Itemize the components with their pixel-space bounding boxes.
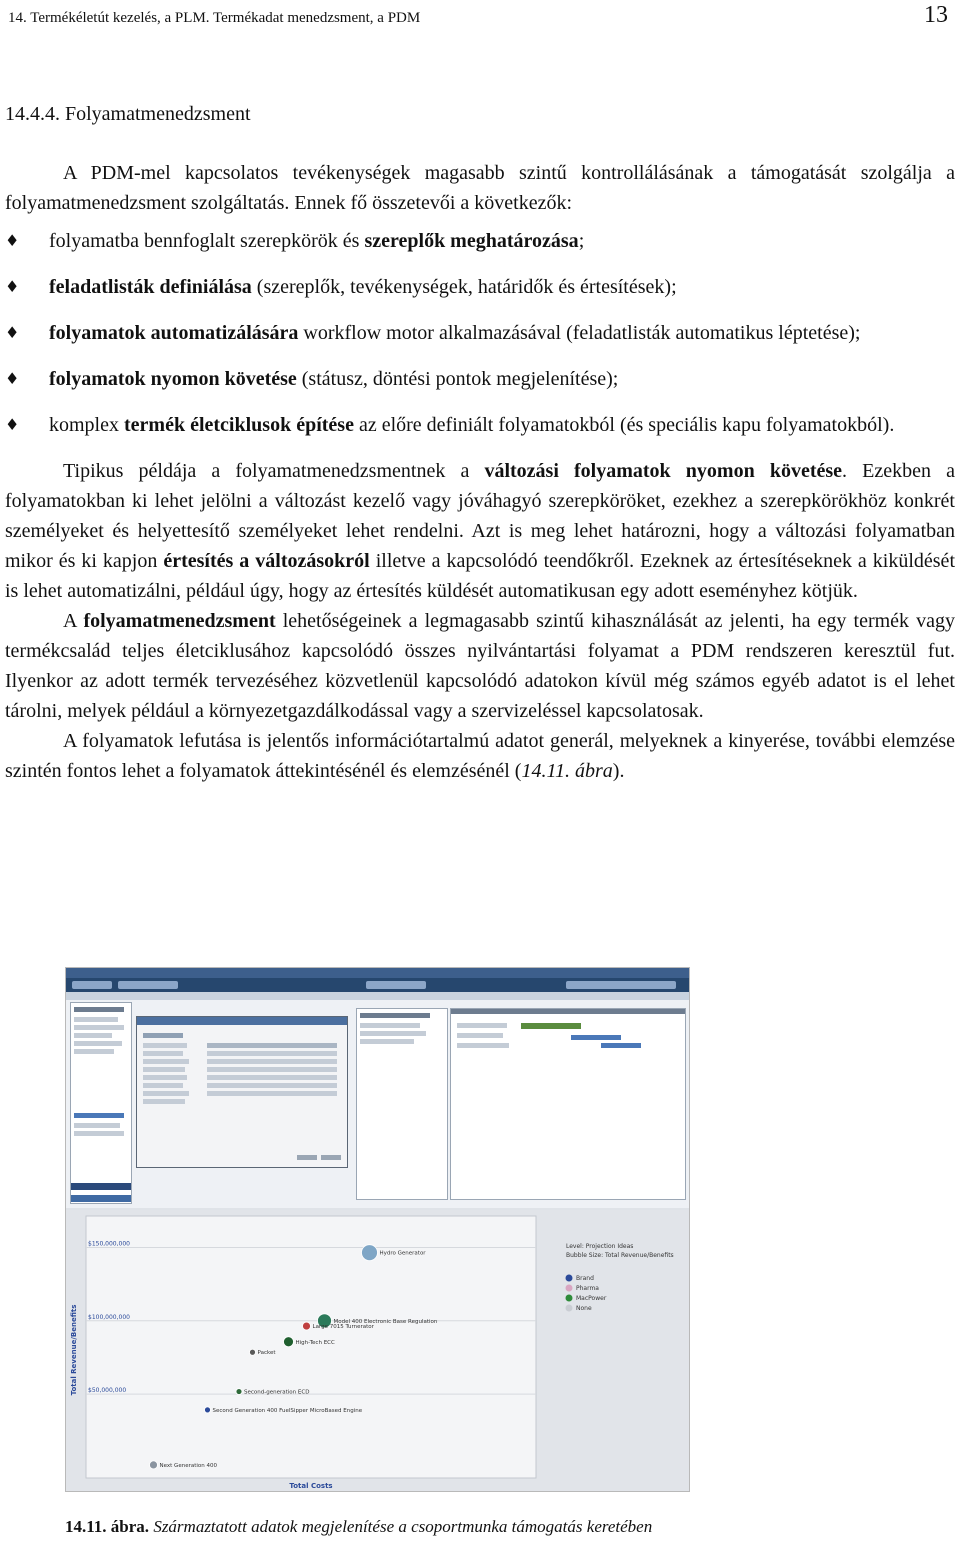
list-item: ♦ komplex termék életciklusok építése az előre definiált folyamatokból (és speciális kapu folyamatokból). bbox=[5, 414, 895, 436]
legend-swatch bbox=[566, 1305, 573, 1312]
body-text bbox=[5, 158, 955, 786]
intro-paragraph: A PDM-mel kapcsolatos tevékenységek magasabb szintű kontrollálásának a támogatását szolgálja a folyamatmenedzsment szolgáltatás. Ennek fő összetevői a következők: bbox=[5, 162, 955, 214]
data-point[interactable] bbox=[362, 1245, 378, 1261]
process-tree-pane bbox=[356, 1008, 448, 1200]
workflow-screenshot bbox=[66, 968, 689, 1208]
data-point[interactable] bbox=[205, 1407, 211, 1413]
legend-title-line1: Level: Projection Ideas bbox=[566, 1243, 634, 1250]
list-item: ♦ feladatlisták definiálása (szereplők, tevékenységek, határidők és értesítések); bbox=[5, 276, 677, 298]
running-title: 14. Termékéletút kezelés, a PLM. Termékadat menedzsment, a PDM bbox=[8, 10, 421, 26]
data-point-label: Second-generation ECD bbox=[244, 1389, 310, 1396]
component-list bbox=[5, 226, 955, 440]
data-point-label: Large 7015 Turnerator bbox=[312, 1324, 374, 1331]
data-point-label: Packet bbox=[257, 1350, 276, 1357]
diamond-bullet-icon: ♦ bbox=[5, 231, 20, 250]
data-point-label: Model 400 Electronic Base Regulation bbox=[333, 1318, 438, 1325]
legend-title-line2: Bubble Size: Total Revenue/Benefits bbox=[566, 1252, 674, 1259]
legend-swatch bbox=[566, 1295, 573, 1302]
caption-label: 14.11. ábra. bbox=[65, 1517, 150, 1536]
x-axis-label: Total Costs bbox=[289, 1482, 333, 1490]
section-title: 14.4.4. Folyamatmenedzsment bbox=[5, 103, 251, 125]
list-item: ♦ folyamatba bennfoglalt szerepkörök és szereplők meghatározása; bbox=[5, 230, 585, 252]
legend-item: Brand bbox=[576, 1275, 594, 1282]
legend-swatch bbox=[566, 1285, 573, 1292]
legend-swatch bbox=[566, 1275, 573, 1282]
data-point-label: Second Generation 400 FuelSipper MicroBased Engine bbox=[212, 1407, 363, 1414]
y-tick-label: $50,000,000 bbox=[88, 1387, 127, 1395]
diamond-bullet-icon: ♦ bbox=[5, 277, 20, 296]
change-process-paragraph: Tipikus példája a folyamatmenedzsmentnek a változási folyamatok nyomon követése. Ezekben a folyamatokban ki lehet jelölni a változást kezelő vagy jóváhagyó szerepköröket, ezekhez a szerepkörökhöz konkrét személyeket és helyettesítő személyeket lehet rendelni. Azt is meg lehet határozni, hogy a változási folyamatban mikor és ki kapjon értesítés a változásokról illetve a kapcsolódó teendőkről. Ezeknek az értesítéseknek a kiküldését is lehet automatizálni, például úgy, hogy az értesítés küldését automatikusan egy adott eseményhez kötjük. bbox=[5, 460, 955, 602]
diamond-bullet-icon: ♦ bbox=[5, 369, 20, 388]
list-item: ♦ folyamatok nyomon követése (státusz, döntési pontok megjelenítése); bbox=[5, 368, 619, 390]
process-management-paragraph: A folyamatmenedzsment lehetőségeinek a legmagasabb szintű kihasználását az jelenti, ha egy termék vagy termékcsalád teljes életciklusához kapcsolódó összes nyilvántartási folyamat a PDM rendszeren keresztül fut. Ilyenkor az adott termék tervezéséhez közvetlenül kapcsolódó adatokon kívül még számos egyéb adatot is el lehet tárolni, melyek például a környezetgazdálkodással vagy a szervizeléssel kapcsolatosak. bbox=[5, 610, 956, 722]
legend-item: None bbox=[576, 1305, 592, 1312]
y-tick-label: $100,000,000 bbox=[88, 1313, 130, 1321]
data-point-label: Next Generation 400 bbox=[159, 1462, 217, 1469]
figure-14-11 bbox=[65, 967, 690, 1492]
dialog-titlebar bbox=[137, 1017, 347, 1025]
page-header bbox=[8, 2, 952, 30]
y-tick-label: $150,000,000 bbox=[88, 1240, 130, 1248]
data-point[interactable] bbox=[284, 1337, 294, 1347]
bubble-chart bbox=[66, 1210, 689, 1491]
task-assignment-dialog bbox=[136, 1016, 348, 1168]
caption-text: Származtatott adatok megjelenítése a csoportmunka támogatás keretében bbox=[149, 1517, 653, 1536]
gantt-pane bbox=[450, 1008, 686, 1200]
figure-reference[interactable]: 14.11. ábra bbox=[521, 760, 613, 782]
page-number: 13 bbox=[924, 2, 948, 28]
window-titlebar bbox=[66, 968, 689, 978]
process-analysis-paragraph: A folyamatok lefutása is jelentős információtartalmú adatot generál, melyeknek a kinyerése, további elemzése szintén fontos lehet a folyamatok áttekintésénél és elemzésénél (14.11. ábra). bbox=[5, 730, 955, 782]
data-point-label: Hydro Generator bbox=[379, 1250, 426, 1257]
legend-item: MacPower bbox=[576, 1295, 607, 1302]
diamond-bullet-icon: ♦ bbox=[5, 323, 20, 342]
data-point[interactable] bbox=[236, 1389, 242, 1395]
legend-item: Pharma bbox=[576, 1285, 599, 1292]
y-axis-label: Total Revenue/Benefits bbox=[70, 1304, 78, 1396]
menu-bar bbox=[66, 992, 689, 1000]
list-item: ♦ folyamatok automatizálására workflow motor alkalmazásával (feladatlisták automatikus léptetése); bbox=[5, 322, 861, 344]
figure-caption bbox=[65, 1517, 652, 1537]
data-point[interactable] bbox=[303, 1322, 311, 1330]
data-point[interactable] bbox=[250, 1349, 256, 1355]
left-navigation-pane bbox=[70, 1002, 132, 1204]
diamond-bullet-icon: ♦ bbox=[5, 415, 20, 434]
data-point-label: High-Tech ECC bbox=[295, 1339, 335, 1346]
data-point[interactable] bbox=[150, 1461, 158, 1469]
